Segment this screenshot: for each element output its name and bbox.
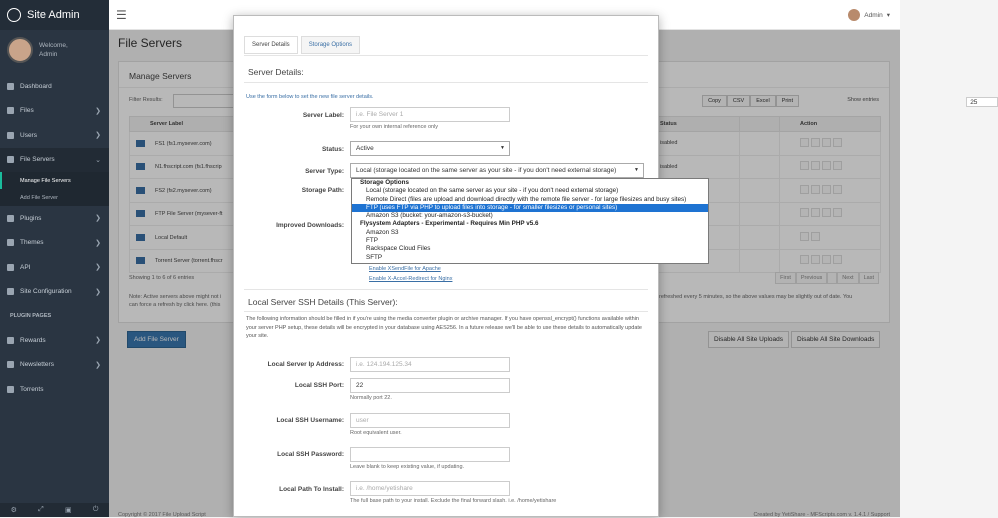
table-info: Showing 1 to 6 of 6 entries [129, 275, 195, 281]
sidebar-item-api[interactable] [0, 255, 109, 280]
password-input[interactable] [350, 447, 510, 462]
status-value: Active [356, 145, 374, 152]
option-rackspace[interactable]: Rackspace Cloud Files [366, 245, 431, 253]
xaccel-link[interactable]: Enable X-Accel-Redirect for Nginx [369, 276, 453, 282]
sidebar-item-label: API [20, 263, 31, 271]
sidebar-item-label: Newsletters [20, 361, 54, 369]
xsendfile-link[interactable]: Enable XSendFile for Apache [369, 266, 441, 272]
chevron-right-icon: ❯ [95, 337, 101, 345]
status-badge: isabled [640, 132, 740, 156]
chevron-right-icon: ❯ [95, 361, 101, 369]
server-type-label: Server Type: [305, 168, 344, 175]
sidebar [0, 0, 109, 517]
status-select[interactable] [350, 141, 510, 156]
sidebar-item-newsletters[interactable] [0, 353, 109, 378]
section-title: Server Details: [248, 67, 304, 77]
col-server-label[interactable]: Server Label [130, 117, 640, 132]
sidebar-item-files[interactable] [0, 99, 109, 124]
server-label: N1.fhscript.com (fs1.fhscrip [155, 164, 222, 171]
torrent-icon [7, 386, 14, 393]
sidebar-item-users[interactable] [0, 123, 109, 148]
username-help: Root equivalent user. [350, 430, 402, 436]
avatar [7, 37, 33, 63]
sidebar-item-file-servers[interactable] [0, 148, 109, 173]
sidebar-item-dashboard[interactable] [0, 74, 109, 99]
user-name: Admin [864, 11, 883, 19]
sidebar-item-themes[interactable] [0, 231, 109, 256]
password-label: Local SSH Password: [277, 451, 344, 458]
port-input[interactable]: 22 [350, 378, 510, 393]
sidebar-item-label: Rewards [20, 336, 46, 344]
avatar [848, 9, 860, 21]
profile [0, 30, 109, 70]
sidebar-item-label: Site Configuration [20, 288, 72, 296]
option-amazon-s3[interactable]: Amazon S3 (bucket: your-amazon-s3-bucket) [366, 212, 493, 220]
server-label-input[interactable]: i.e. File Server 1 [350, 107, 510, 122]
option-ftp[interactable]: FTP (uses FTP via PHP to upload files into storage - for smaller filesizes or personal sites) [352, 204, 708, 212]
brand-logo-icon [7, 8, 21, 22]
disable-uploads-button[interactable]: Disable All Site Uploads [708, 331, 789, 348]
chevron-right-icon: ❯ [95, 288, 101, 296]
main-nav [0, 74, 109, 402]
power-icon[interactable]: ⏻ [92, 506, 99, 513]
col-status[interactable]: Status [640, 117, 740, 132]
next-page-button[interactable]: Next [837, 272, 858, 284]
note-left: Note: Active servers above might not i [129, 294, 222, 300]
chevron-down-icon: ▼ [631, 167, 639, 173]
server-icon [7, 156, 14, 163]
settings-icon[interactable]: ⚙ [10, 507, 17, 514]
ip-label: Local Server Ip Address: [267, 361, 344, 368]
tab-server-details[interactable]: Server Details [244, 36, 298, 54]
install-path-label: Local Path To Install: [279, 486, 344, 493]
port-label: Local SSH Port: [294, 382, 344, 389]
plugin-pages-heading: PLUGIN PAGES [10, 313, 52, 319]
port-help: Normally port 22. [350, 395, 392, 401]
install-path-help: The full base path to your install. Exclude the final forward slash. i.e. /home/yetishare [350, 498, 557, 504]
sidebar-item-label: File Servers [20, 156, 55, 164]
sidebar-item-site-configuration[interactable] [0, 280, 109, 305]
sidebar-item-torrents[interactable] [0, 377, 109, 402]
password-help: Leave blank to keep existing value, if updating. [350, 464, 465, 470]
copy-button[interactable]: Copy [702, 95, 727, 107]
option-sftp[interactable]: SFTP [366, 253, 383, 261]
page-length-select[interactable]: 25 [966, 97, 998, 107]
server-label: FTP File Server (mysever-ft [155, 211, 223, 218]
server-type-select[interactable] [350, 163, 644, 178]
sidebar-item-plugins[interactable] [0, 206, 109, 231]
option-flysystem-ftp[interactable]: FTP [366, 237, 378, 245]
chevron-right-icon: ❯ [95, 132, 101, 140]
sidebar-item-label: Dashboard [20, 82, 52, 90]
excel-button[interactable]: Excel [750, 95, 775, 107]
sidebar-item-label: Themes [20, 239, 44, 247]
csv-button[interactable]: CSV [727, 95, 750, 107]
sidebar-subitem-add-file-server[interactable]: Add File Server [20, 194, 58, 201]
sidebar-item-rewards[interactable] [0, 328, 109, 353]
plugins-icon [7, 215, 14, 222]
gear-icon [7, 288, 14, 295]
page-title: File Servers [118, 36, 183, 50]
option-group: Storage Options [360, 179, 409, 186]
dashboard-icon [7, 83, 14, 90]
option-remote-direct[interactable]: Remote Direct (files are upload and download directly with the remote file server - for large filesizes and busy sites) [366, 195, 687, 203]
note-left-2: can force a refresh by click here. (this [129, 302, 221, 308]
chevron-down-icon: ▾ [886, 12, 890, 19]
entries-label: entries [862, 97, 879, 103]
server-label: FS1 (fs1.mysever.com) [155, 140, 212, 147]
footer-credit: Created by YetiShare - MFScripts.com v. 1.4.1 / Support [753, 512, 890, 518]
server-label: Torrent Server (torrent.fhscr [155, 258, 223, 265]
print-button[interactable]: Print [776, 95, 799, 107]
server-type-dropdown [351, 178, 709, 264]
sidebar-item-label: Users [20, 131, 37, 139]
brand[interactable] [0, 0, 109, 30]
newsletter-icon [7, 361, 14, 368]
rewards-icon [7, 337, 14, 344]
status-label: Status: [321, 146, 344, 153]
sidebar-item-label: Plugins [20, 214, 42, 222]
ip-input[interactable]: i.e. 124.194.125.34 [350, 357, 510, 372]
option-local[interactable]: Local (storage located on the same server as your site - if you don't need external storage) [366, 187, 619, 195]
user-menu[interactable] [848, 9, 890, 21]
option-flysystem-s3[interactable]: Amazon S3 [366, 228, 399, 236]
sidebar-item-label: Torrents [20, 385, 44, 393]
add-file-server-button[interactable]: Add File Server [127, 331, 186, 348]
ssh-description: The following information should be filled in if you're using the media converter plugin or archive manager. If you have openssl_encrypt() functions available within your server PHP setup, these details will be encrypted in your database using AES256. In a future release we'll be able to use these details to automatically update your site. [246, 316, 642, 339]
last-page-button[interactable]: Last [859, 272, 879, 284]
server-label-label: Server Label: [302, 112, 344, 119]
disable-downloads-button[interactable]: Disable All Site Downloads [791, 331, 880, 348]
server-label-help: For your own internal reference only [350, 124, 439, 130]
chevron-right-icon: ❯ [95, 215, 101, 223]
sub-nav [0, 172, 109, 206]
menu-toggle-icon[interactable]: ☰ [116, 8, 127, 22]
ssh-section-title: Local Server SSH Details (This Server): [248, 297, 398, 307]
tab-storage-options[interactable]: Storage Options [301, 36, 360, 54]
panel-title: Manage Servers [129, 71, 192, 81]
sidebar-subitem-manage-file-servers[interactable]: Manage File Servers [0, 172, 109, 189]
install-path-input[interactable]: i.e. /home/yetishare [350, 481, 510, 496]
show-label: Show [847, 97, 861, 103]
files-icon [7, 107, 14, 114]
fullscreen-icon[interactable]: ⤢ [38, 506, 44, 513]
chevron-down-icon: ⌄ [95, 156, 101, 164]
option-group: Flysystem Adapters - Experimental - Requires Min PHP v5.6 [360, 220, 539, 228]
chevron-right-icon: ❯ [95, 239, 101, 247]
intro-text: Use the form below to set the new file server details. [246, 94, 374, 100]
improved-downloads-label: Improved Downloads: [276, 222, 344, 229]
col-action: Action [780, 117, 881, 132]
filter-label: Filter Results: [129, 97, 163, 103]
storage-path-label: Storage Path: [301, 187, 344, 194]
username-label: Local SSH Username: [276, 417, 344, 424]
modal-tabs [244, 36, 360, 54]
note-right: refreshed every 5 minutes, so the above values may be slightly out of date. You [659, 294, 853, 300]
chevron-right-icon: ❯ [95, 107, 101, 115]
server-type-value: Local (storage located on the same server as your site - if you don't need external storage) [356, 167, 617, 174]
server-label: Local Default [155, 234, 188, 241]
profile-name: Admin [39, 51, 58, 58]
brand-title: Site Admin [27, 9, 80, 21]
users-icon [7, 132, 14, 139]
username-input[interactable]: user [350, 413, 510, 428]
sidebar-item-label: Files [20, 107, 34, 115]
welcome-text: Welcome, [39, 42, 68, 49]
first-page-button[interactable]: First [775, 272, 796, 284]
themes-icon [7, 239, 14, 246]
api-icon [7, 264, 14, 271]
chevron-down-icon: ▼ [500, 145, 505, 151]
sidebar-footer [0, 503, 109, 517]
chevron-right-icon: ❯ [95, 264, 101, 272]
lock-icon[interactable]: ▣ [64, 507, 72, 514]
previous-page-button[interactable]: Previous [796, 272, 827, 284]
status-badge: isabled [640, 155, 740, 179]
server-label: FS2 (fs2.mysever.com) [155, 187, 212, 194]
footer-copyright: Copyright © 2017 File Upload Script [118, 512, 206, 518]
